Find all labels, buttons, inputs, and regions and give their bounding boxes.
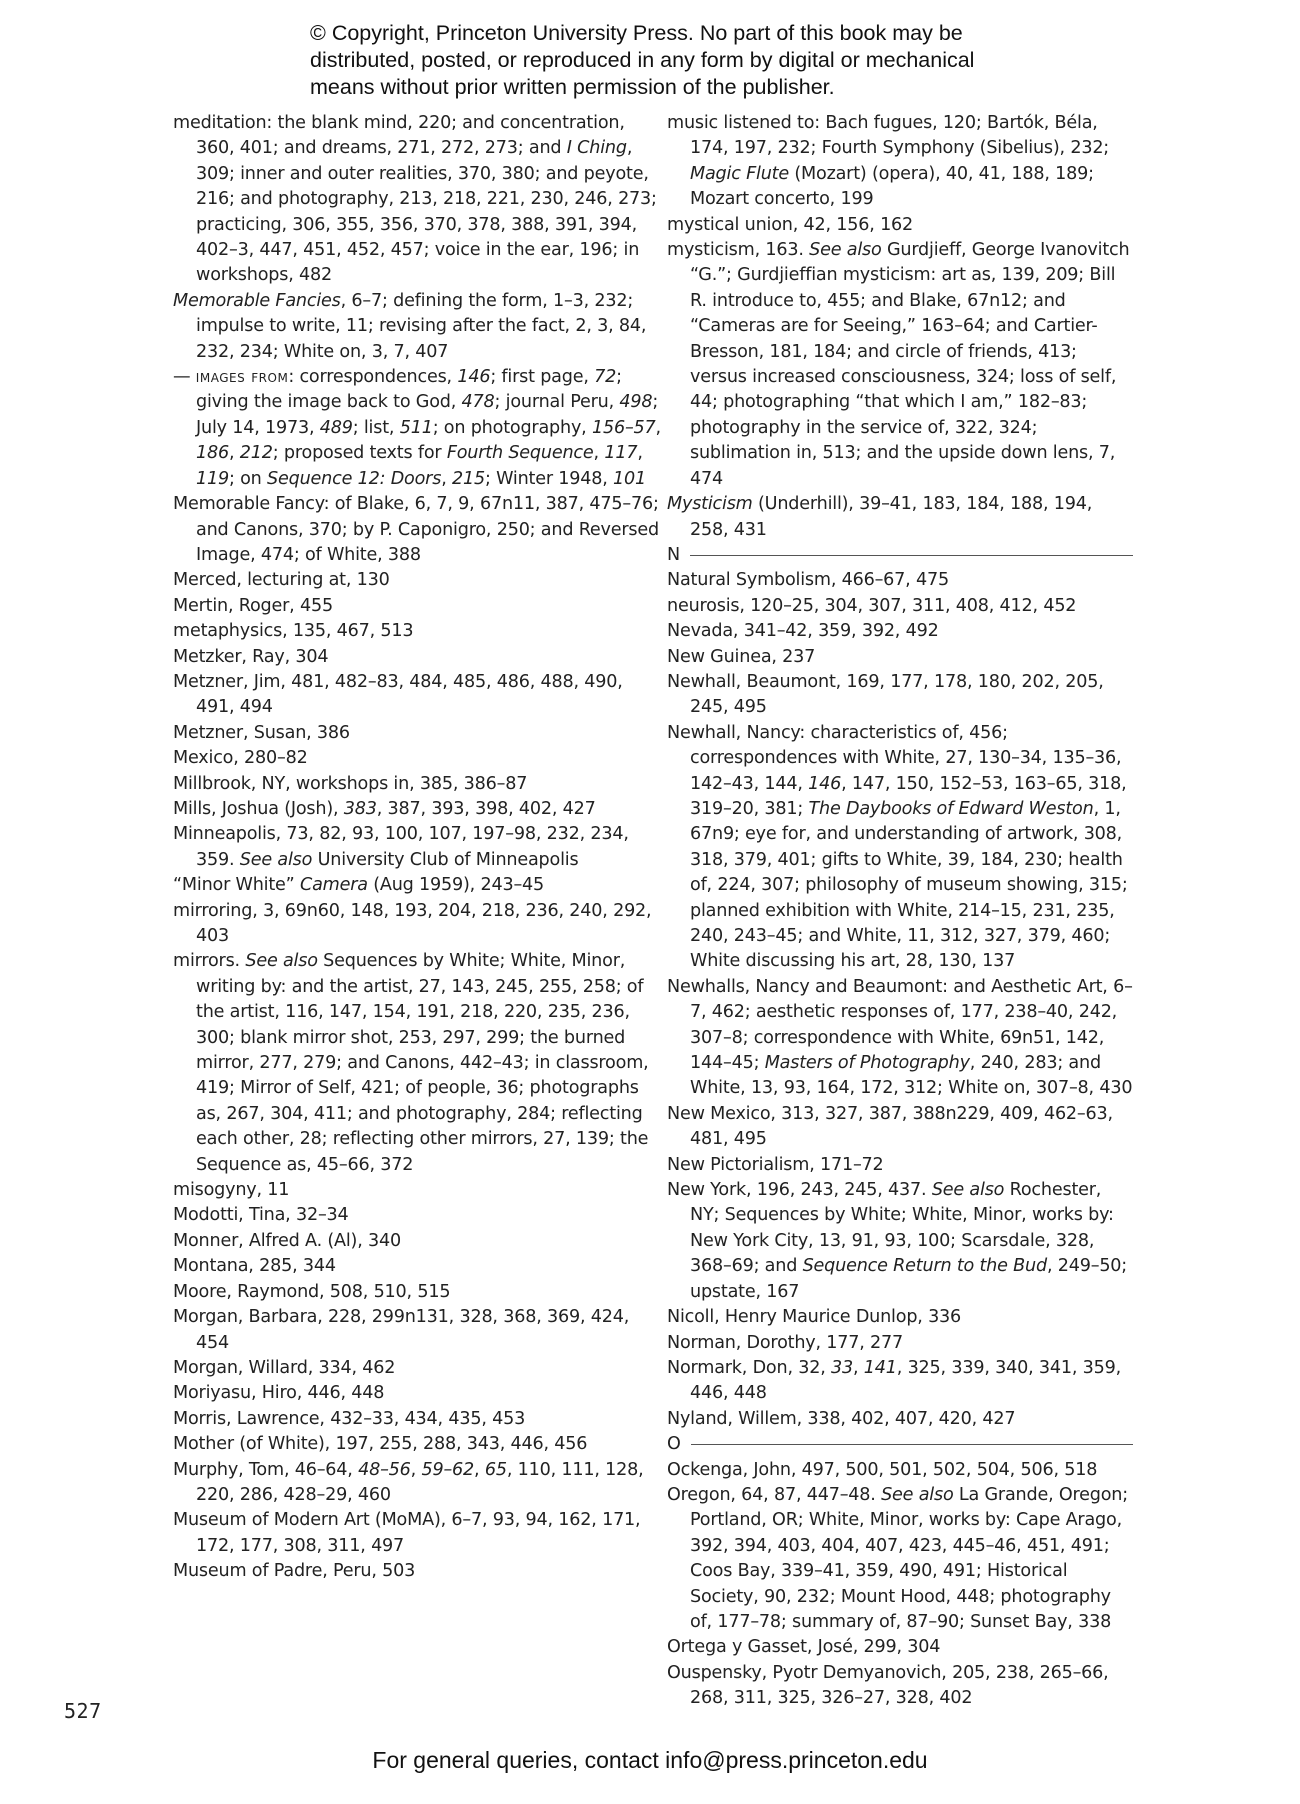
index-entry: mysticism, 163. See also Gurdjieff, George Ivanovitch “G.”; Gurdjieffian mysticism: art as, 139, 209; Bill R. introduce to, 455; and Blake, 67n12; and “Cameras are for Seeing,” 163–64; and Cartier-Bresson, 181, 184; and circle of friends, 413; versus increased consciousness, 324; loss of self, 44; photographing “that which I am,” 182–83; photography in the service of, 322, 324; sublimation in, 513; and the upside down lens, 7, 474 bbox=[667, 240, 1130, 489]
index-entry: Montana, 285, 344 bbox=[173, 1256, 336, 1277]
index-entry: Newhall, Beaumont, 169, 177, 178, 180, 202, 205, 245, 495 bbox=[667, 671, 1104, 718]
index-entry: mystical union, 42, 156, 162 bbox=[667, 214, 914, 235]
index-column-left bbox=[173, 111, 663, 1585]
index-letter-heading bbox=[667, 543, 1133, 568]
index-letter: N bbox=[667, 544, 681, 565]
index-entry: Mysticism (Underhill), 39–41, 183, 184, 188, 194, 258, 431 bbox=[667, 494, 1093, 540]
index-entry: Ouspensky, Pyotr Demyanovich, 205, 238, 265–66, 268, 311, 325, 326–27, 328, 402 bbox=[667, 1662, 1109, 1709]
index-entry: mirrors. See also Sequences by White; White, Minor, writing by: and the artist, 27, 143, 245, 255, 258; of the artist, 116, 147, 154, 191, 218, 220, 235, 236, 300; blank mirror shot, 253, 297, 299; the burned mirror, 277, 279; and Canons, 442–43; in classroom, 419; Mirror of Self, 421; of people, 36; photographs as, 267, 304, 411; and photography, 284; reflecting each other, 28; reflecting other mirrors, 27, 139; the Sequence as, 45–66, 372 bbox=[173, 951, 649, 1175]
index-entry: misogyny, 11 bbox=[173, 1180, 290, 1201]
index-entry: mirroring, 3, 69n60, 148, 193, 204, 218, 236, 240, 292, 403 bbox=[173, 900, 652, 946]
index-letter-heading bbox=[667, 1432, 1133, 1457]
index-entry: Moriyasu, Hiro, 446, 448 bbox=[173, 1383, 385, 1404]
index-entry: Nicoll, Henry Maurice Dunlop, 336 bbox=[667, 1307, 962, 1328]
index-entry: Nyland, Willem, 338, 402, 407, 420, 427 bbox=[667, 1408, 1016, 1429]
index-column-right bbox=[667, 111, 1133, 1712]
index-entry: “Minor White” Camera (Aug 1959), 243–45 bbox=[173, 875, 545, 896]
copyright-notice bbox=[310, 20, 1070, 101]
index-entry: Mills, Joshua (Josh), 383, 387, 393, 398, 402, 427 bbox=[173, 798, 596, 819]
index-entry: Moore, Raymond, 508, 510, 515 bbox=[173, 1281, 451, 1302]
index-entry: New Guinea, 237 bbox=[667, 646, 816, 667]
index-entry: Mertin, Roger, 455 bbox=[173, 595, 333, 616]
page-number: 527 bbox=[64, 1699, 102, 1723]
copyright-line: © Copyright, Princeton University Press. No part of this book may be bbox=[310, 21, 963, 45]
index-entry: Murphy, Tom, 46–64, 48–56, 59–62, 65, 110, 111, 128, 220, 286, 428–29, 460 bbox=[173, 1459, 644, 1505]
copyright-line: means without prior written permission of the publisher. bbox=[310, 75, 835, 99]
index-entry: Oregon, 64, 87, 447–48. See also La Grande, Oregon; Portland, OR; White, Minor, works by: Cape Arago, 392, 394, 403, 404, 407, 423, 445–46, 451, 491; Coos Bay, 339–41, 359, 490, 491; Historical Society, 90, 232; Mount Hood, 448; photography of, 177–78; summary of, 87–90; Sunset Bay, 338 bbox=[667, 1484, 1128, 1632]
footer-contact: For general queries, contact info@press.princeton.edu bbox=[372, 1747, 928, 1773]
index-entry: Ortega y Gasset, José, 299, 304 bbox=[667, 1637, 941, 1658]
index-entry: Minneapolis, 73, 82, 93, 100, 107, 197–98, 232, 234, 359. See also University Club of Minneapolis bbox=[173, 824, 629, 870]
letter-divider bbox=[691, 1444, 1133, 1445]
index-entry: Newhall, Nancy: characteristics of, 456; correspondences with White, 27, 130–34, 135–36, 142–43, 144, 146, 147, 150, 152–53, 163–65, 318, 319–20, 381; The Daybooks of Edward Weston, 1, 67n9; eye for, and understanding of artwork, 308, 318, 379, 401; gifts to White, 39, 184, 230; health of, 224, 307; philosophy of museum showing, 315; planned exhibition with White, 214–15, 231, 235, 240, 243–45; and White, 11, 312, 327, 379, 460; White discussing his art, 28, 130, 137 bbox=[667, 722, 1128, 972]
index-entry: Merced, lecturing at, 130 bbox=[173, 570, 390, 591]
letter-divider bbox=[690, 555, 1133, 556]
index-entry: Ockenga, John, 497, 500, 501, 502, 504, 506, 518 bbox=[667, 1459, 1098, 1480]
index-entry: metaphysics, 135, 467, 513 bbox=[173, 621, 414, 642]
index-entry: Metzner, Susan, 386 bbox=[173, 722, 350, 743]
copyright-line: distributed, posted, or reproduced in any form by digital or mechanical bbox=[310, 48, 975, 72]
index-entry: — images from: correspondences, 146; first page, 72; giving the image back to God, 478; journal Peru, 498; July 14, 1973, 489; list, 511; on photography, 156–57, 186, 212; proposed texts for Fourth Sequence, 117, 119; on Sequence 12: Doors, 215; Winter 1948, 101 bbox=[173, 367, 661, 489]
index-entry: Nevada, 341–42, 359, 392, 492 bbox=[667, 621, 939, 642]
index-entry: music listened to: Bach fugues, 120; Bartók, Béla, 174, 197, 232; Fourth Symphony (Sibelius), 232; Magic Flute (Mozart) (opera), 40, 41, 188, 189; Mozart concerto, 199 bbox=[667, 113, 1110, 210]
index-entry: Monner, Alfred A. (Al), 340 bbox=[173, 1230, 401, 1251]
index-entry: Mother (of White), 197, 255, 288, 343, 446, 456 bbox=[173, 1434, 588, 1455]
index-entry: Metzner, Jim, 481, 482–83, 484, 485, 486, 488, 490, 491, 494 bbox=[173, 671, 623, 718]
index-entry: Norman, Dorothy, 177, 277 bbox=[667, 1332, 904, 1353]
index-entry: meditation: the blank mind, 220; and concentration, 360, 401; and dreams, 271, 272, 273; and I Ching, 309; inner and outer realities, 370, 380; and peyote, 216; and photography, 213, 218, 221, 230, 246, 273; practicing, 306, 355, 356, 370, 378, 388, 391, 394, 402–3, 447, 451, 452, 457; voice in the ear, 196; in workshops, 482 bbox=[173, 113, 657, 286]
index-entry: neurosis, 120–25, 304, 307, 311, 408, 412, 452 bbox=[667, 595, 1077, 616]
index-entry: Metzker, Ray, 304 bbox=[173, 646, 329, 667]
index-entry: Memorable Fancies, 6–7; defining the form, 1–3, 232; impulse to write, 11; revising after the fact, 2, 3, 84, 232, 234; White on, 3, 7, 407 bbox=[173, 290, 647, 362]
index-entry: Modotti, Tina, 32–34 bbox=[173, 1205, 349, 1226]
index-letter: O bbox=[667, 1434, 681, 1455]
index-entry: Memorable Fancy: of Blake, 6, 7, 9, 67n11, 387, 475–76; and Canons, 370; by P. Caponigro, 250; and Reversed Image, 474; of White, 388 bbox=[173, 494, 659, 565]
index-entry: New Mexico, 313, 327, 387, 388n229, 409, 462–63, 481, 495 bbox=[667, 1103, 1113, 1150]
index-entry: Mexico, 280–82 bbox=[173, 748, 308, 769]
index-entry: Normark, Don, 32, 33, 141, 325, 339, 340, 341, 359, 446, 448 bbox=[667, 1357, 1122, 1404]
index-entry: Museum of Modern Art (MoMA), 6–7, 93, 94, 162, 171, 172, 177, 308, 311, 497 bbox=[173, 1510, 641, 1556]
index-entry: Morgan, Barbara, 228, 299n131, 328, 368, 369, 424, 454 bbox=[173, 1307, 630, 1353]
index-entry: Morgan, Willard, 334, 462 bbox=[173, 1357, 396, 1378]
index-entry: Millbrook, NY, workshops in, 385, 386–87 bbox=[173, 773, 528, 794]
index-entry: New York, 196, 243, 245, 437. See also Rochester, NY; Sequences by White; White, Minor, works by: New York City, 13, 91, 93, 100; Scarsdale, 328, 368–69; and Sequence Return to the Bud, 249–50; upstate, 167 bbox=[667, 1180, 1128, 1302]
index-entry: Morris, Lawrence, 432–33, 434, 435, 453 bbox=[173, 1408, 526, 1429]
index-entry: New Pictorialism, 171–72 bbox=[667, 1154, 884, 1175]
index-entry: Museum of Padre, Peru, 503 bbox=[173, 1561, 416, 1582]
index-entry: Newhalls, Nancy and Beaumont: and Aesthetic Art, 6–7, 462; aesthetic responses of, 177, 238–40, 242, 307–8; correspondence with White, 69n51, 142, 144–45; Masters of Photography, 240, 283; and White, 13, 93, 164, 172, 312; White on, 307–8, 430 bbox=[667, 976, 1133, 1099]
index-entry: Natural Symbolism, 466–67, 475 bbox=[667, 570, 949, 591]
